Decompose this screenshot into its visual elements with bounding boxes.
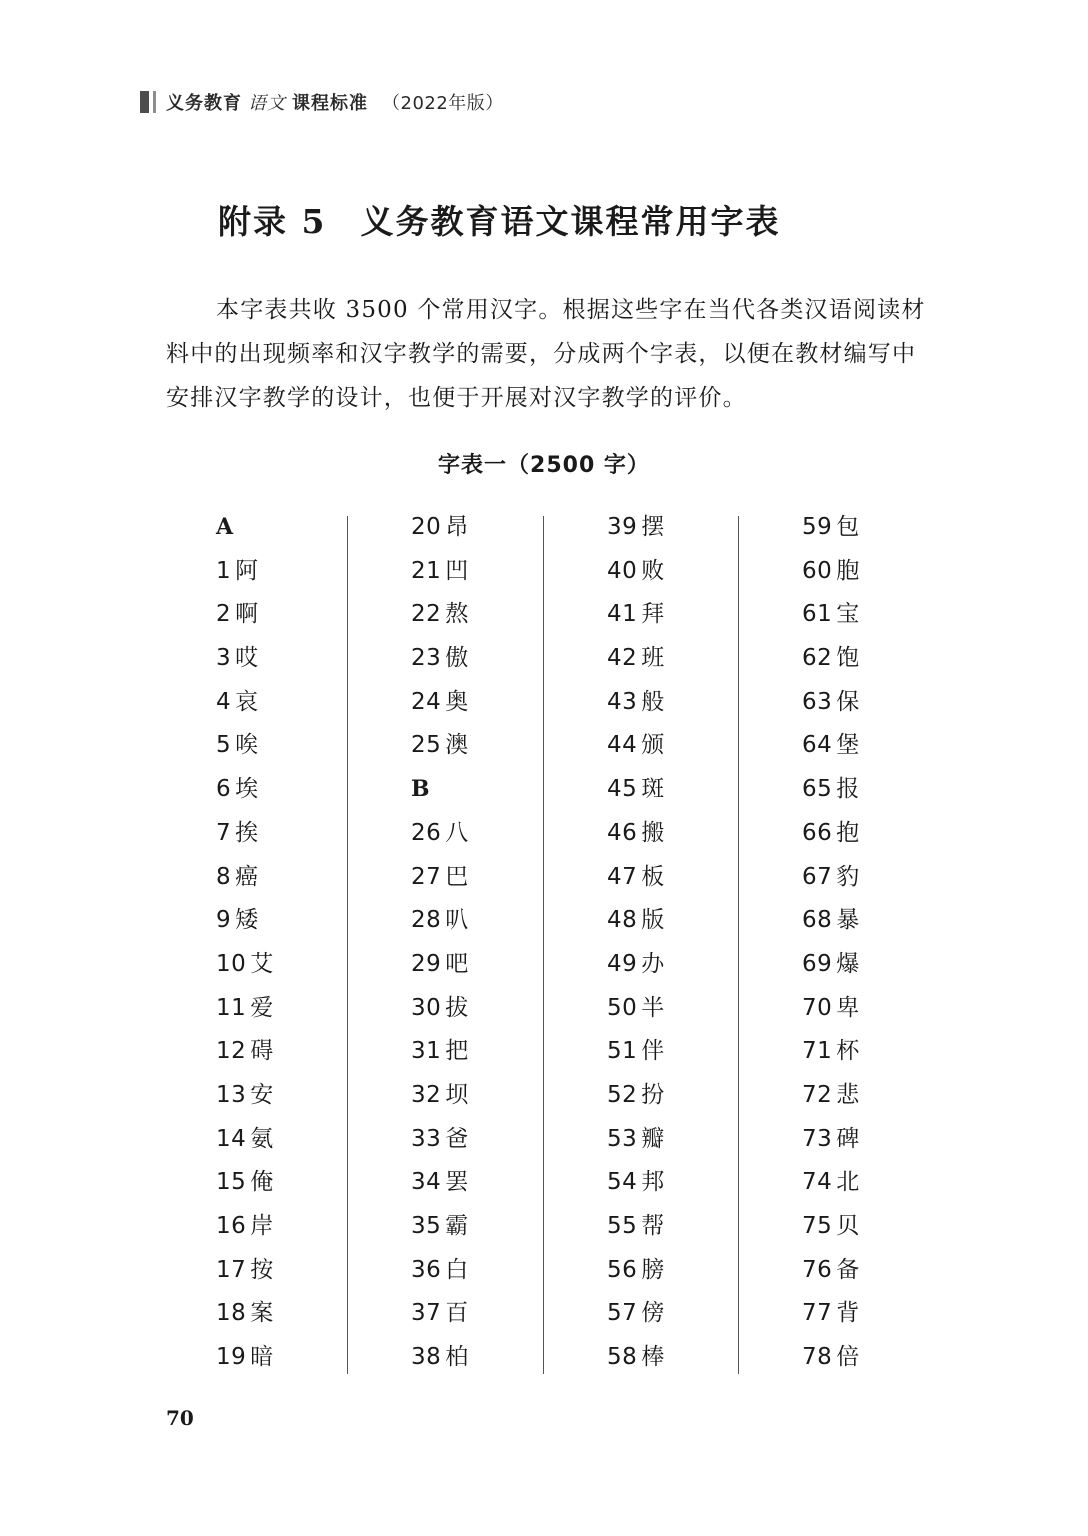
entry-character: 傲: [445, 645, 469, 672]
character-entry: [802, 943, 992, 987]
entry-number: 19: [216, 1344, 247, 1371]
character-entry: [607, 593, 797, 637]
character-entry: [411, 987, 601, 1031]
character-entry: [411, 1074, 601, 1118]
character-entry: [216, 681, 406, 725]
header-title: [166, 89, 504, 115]
entry-character: 备: [836, 1256, 860, 1283]
entry-number: 73: [802, 1125, 833, 1152]
entry-number: 23: [411, 645, 442, 672]
character-entry: [411, 1336, 601, 1380]
character-entry: [802, 856, 992, 900]
entry-character: 背: [836, 1300, 860, 1327]
entry-number: 54: [607, 1169, 638, 1196]
entry-character: 拔: [445, 994, 469, 1021]
entry-character: 凹: [445, 557, 469, 584]
entry-number: 9: [216, 907, 232, 934]
character-entry: [802, 593, 992, 637]
entry-character: 熬: [445, 601, 469, 628]
entry-number: 5: [216, 732, 232, 759]
entry-character: 摆: [641, 514, 665, 540]
entry-character: 哎: [235, 645, 259, 672]
character-entry: [216, 1118, 406, 1162]
entry-character: 哀: [235, 688, 259, 715]
entry-number: 2: [216, 601, 232, 628]
intro-paragraph: 本字表共收 3500 个常用汉字。根据这些字在当代各类汉语阅读材料中的出现频率和汉字教学的需要，分成两个字表，以便在教材编写中安排汉字教学的设计，也便于开展对汉字教学的评价。: [166, 297, 926, 411]
entry-character: 埃: [235, 776, 259, 803]
entry-character: 坝: [445, 1081, 469, 1108]
character-entry: [411, 1161, 601, 1205]
entry-number: 40: [607, 557, 638, 584]
entry-number: 17: [216, 1256, 247, 1283]
entry-character: 堡: [836, 732, 860, 759]
character-entry: [216, 550, 406, 594]
character-entry: [216, 1292, 406, 1336]
entry-number: 75: [802, 1213, 833, 1239]
entry-character: 爸: [445, 1125, 469, 1152]
entry-number: 31: [411, 1038, 442, 1065]
character-entry: [411, 1205, 601, 1249]
entry-number: 60: [802, 557, 833, 584]
entry-number: 1: [216, 557, 232, 584]
entry-number: 27: [411, 863, 442, 890]
entry-number: 56: [607, 1256, 638, 1283]
entry-number: 57: [607, 1300, 638, 1327]
entry-character: 爱: [250, 994, 274, 1021]
entry-character: 棒: [641, 1344, 665, 1371]
entry-number: 78: [802, 1344, 833, 1371]
entry-character: 瓣: [641, 1125, 665, 1152]
entry-character: 保: [836, 688, 860, 715]
entry-character: 罢: [445, 1169, 469, 1196]
entry-character: 矮: [235, 907, 259, 934]
column-divider: [347, 516, 348, 1374]
entry-character: 叭: [445, 907, 469, 934]
entry-number: 20: [411, 514, 442, 540]
column-divider: [738, 516, 739, 1374]
entry-character: 百: [445, 1300, 469, 1327]
character-entry: [802, 1336, 992, 1380]
entry-character: 岸: [250, 1213, 274, 1239]
entry-number: 42: [607, 645, 638, 672]
character-entry: [411, 812, 601, 856]
entry-number: 72: [802, 1081, 833, 1108]
entry-number: 3: [216, 645, 232, 672]
appendix-title-text: 义务教育语文课程常用字表: [360, 202, 781, 241]
character-entry: [216, 1249, 406, 1293]
character-entry: [802, 724, 992, 768]
character-entry: [411, 856, 601, 900]
entry-character: 吧: [445, 950, 469, 977]
entry-character: 班: [641, 645, 665, 672]
character-entry: [411, 593, 601, 637]
entry-number: 25: [411, 732, 442, 759]
entry-number: 48: [607, 907, 638, 934]
entry-character: 卑: [836, 994, 860, 1021]
entry-number: 36: [411, 1256, 442, 1283]
entry-number: 16: [216, 1213, 247, 1239]
running-header: [140, 88, 504, 116]
entry-number: 30: [411, 994, 442, 1021]
entry-character: 豹: [836, 863, 860, 890]
character-entry: [216, 593, 406, 637]
entry-character: 啊: [235, 601, 259, 628]
entry-number: 21: [411, 557, 442, 584]
character-entry: [216, 812, 406, 856]
character-entry: [802, 506, 992, 550]
character-entry: [802, 812, 992, 856]
entry-character: 半: [641, 994, 665, 1021]
page-number: 70: [166, 1406, 194, 1430]
character-entry: [802, 1205, 992, 1249]
entry-character: 办: [641, 950, 665, 977]
entry-number: 62: [802, 645, 833, 672]
header-title-italic: 语文: [248, 93, 286, 114]
entry-character: 拜: [641, 601, 665, 628]
entry-character: 饱: [836, 645, 860, 672]
appendix-title: [218, 196, 780, 243]
character-entry: [607, 768, 797, 812]
table-heading: 字表一（2500 字）: [438, 453, 650, 478]
character-entry: [216, 1161, 406, 1205]
entry-number: 70: [802, 994, 833, 1021]
entry-character: 板: [641, 863, 665, 890]
character-entry: [411, 1030, 601, 1074]
character-entry: [216, 1205, 406, 1249]
entry-character: 艾: [250, 950, 274, 977]
character-entry: [216, 1030, 406, 1074]
character-entry: [411, 899, 601, 943]
entry-character: 搬: [641, 819, 665, 846]
entry-character: 安: [250, 1081, 274, 1108]
character-entry: [411, 1292, 601, 1336]
character-entry: [607, 899, 797, 943]
character-entry: [411, 637, 601, 681]
table-column-1: [216, 506, 406, 1380]
entry-character: 败: [641, 557, 665, 584]
entry-number: 44: [607, 732, 638, 759]
character-entry: [411, 724, 601, 768]
entry-character: 按: [250, 1256, 274, 1283]
appendix-label: 附录 5: [218, 202, 327, 241]
entry-character: 奥: [445, 688, 469, 715]
header-bar-light: [153, 91, 156, 113]
character-entry: [216, 899, 406, 943]
column-divider: [543, 516, 544, 1374]
entry-character: 碍: [250, 1038, 274, 1065]
character-entry: [607, 1074, 797, 1118]
entry-number: 65: [802, 776, 833, 803]
entry-number: 33: [411, 1125, 442, 1152]
entry-character: 霸: [445, 1213, 469, 1239]
entry-number: 37: [411, 1300, 442, 1327]
entry-character: 胞: [836, 557, 860, 584]
character-entry: [802, 1030, 992, 1074]
header-bar-dark: [140, 91, 149, 113]
entry-number: 7: [216, 819, 232, 846]
entry-number: 53: [607, 1125, 638, 1152]
entry-character: 案: [250, 1300, 274, 1327]
entry-number: 24: [411, 688, 442, 715]
character-entry: [802, 681, 992, 725]
entry-character: 白: [445, 1256, 469, 1283]
entry-number: 35: [411, 1213, 442, 1239]
entry-character: 扮: [641, 1081, 665, 1108]
entry-number: 12: [216, 1038, 247, 1065]
entry-character: 杯: [836, 1038, 860, 1065]
character-entry: [411, 681, 601, 725]
entry-number: 6: [216, 776, 232, 803]
entry-character: 包: [836, 514, 860, 540]
character-entry: [411, 1118, 601, 1162]
entry-number: 34: [411, 1169, 442, 1196]
entry-number: 77: [802, 1300, 833, 1327]
header-title-part2: 课程标准: [292, 93, 368, 114]
entry-character: 斑: [641, 776, 665, 803]
entry-character: 昂: [445, 514, 469, 540]
header-edition: （2022年版）: [382, 93, 504, 114]
entry-character: 八: [445, 819, 469, 846]
entry-character: 柏: [445, 1344, 469, 1371]
entry-number: 15: [216, 1169, 247, 1196]
entry-character: 暴: [836, 907, 860, 934]
header-bars-icon: [140, 91, 156, 113]
entry-character: 巴: [445, 863, 469, 890]
character-entry: [607, 943, 797, 987]
character-entry: [802, 550, 992, 594]
entry-number: 47: [607, 863, 638, 890]
character-entry: [607, 1030, 797, 1074]
character-entry: [802, 1292, 992, 1336]
character-entry: [802, 1161, 992, 1205]
entry-number: 32: [411, 1081, 442, 1108]
entry-number: 26: [411, 819, 442, 846]
entry-character: 般: [641, 688, 665, 715]
entry-number: 74: [802, 1169, 833, 1196]
section-letter: A: [216, 514, 234, 540]
entry-number: 29: [411, 950, 442, 977]
entry-character: 邦: [641, 1169, 665, 1196]
table-column-2: [411, 506, 601, 1380]
character-entry: [607, 812, 797, 856]
entry-number: 46: [607, 819, 638, 846]
character-entry: [802, 1118, 992, 1162]
character-entry: [216, 724, 406, 768]
entry-character: 碑: [836, 1125, 860, 1152]
character-entry: [607, 724, 797, 768]
character-entry: [607, 506, 797, 550]
entry-character: 阿: [235, 557, 259, 584]
entry-number: 38: [411, 1344, 442, 1371]
entry-number: 69: [802, 950, 833, 977]
table-column-4: [802, 506, 992, 1380]
character-entry: [802, 987, 992, 1031]
entry-character: 傍: [641, 1300, 665, 1327]
character-entry: [607, 1292, 797, 1336]
entry-number: 14: [216, 1125, 247, 1152]
entry-number: 10: [216, 950, 247, 977]
entry-character: 宝: [836, 601, 860, 628]
entry-number: 4: [216, 688, 232, 715]
character-entry: [607, 856, 797, 900]
entry-character: 帮: [641, 1213, 665, 1239]
entry-number: 61: [802, 601, 833, 628]
entry-number: 71: [802, 1038, 833, 1065]
section-letter: B: [411, 776, 430, 803]
entry-character: 膀: [641, 1256, 665, 1283]
character-entry: [802, 1074, 992, 1118]
entry-character: 北: [836, 1169, 860, 1196]
character-entry: [607, 1118, 797, 1162]
character-entry: [216, 637, 406, 681]
table-column-3: [607, 506, 797, 1380]
entry-number: 13: [216, 1081, 247, 1108]
entry-number: 45: [607, 776, 638, 803]
entry-number: 41: [607, 601, 638, 628]
entry-number: 50: [607, 994, 638, 1021]
character-entry: [802, 1249, 992, 1293]
entry-character: 俺: [250, 1169, 274, 1196]
entry-number: 58: [607, 1344, 638, 1371]
entry-number: 51: [607, 1038, 638, 1065]
entry-number: 63: [802, 688, 833, 715]
entry-number: 68: [802, 907, 833, 934]
entry-character: 爆: [836, 950, 860, 977]
character-entry: [607, 637, 797, 681]
character-entry: [607, 1336, 797, 1380]
entry-number: 59: [802, 514, 833, 540]
entry-number: 66: [802, 819, 833, 846]
character-entry: [411, 943, 601, 987]
entry-number: 49: [607, 950, 638, 977]
character-entry: [216, 987, 406, 1031]
entry-number: 39: [607, 514, 638, 540]
character-entry: [607, 1249, 797, 1293]
character-entry: [411, 506, 601, 550]
character-entry: [607, 1161, 797, 1205]
character-entry: [216, 768, 406, 812]
character-entry: [411, 1249, 601, 1293]
entry-character: 贝: [836, 1213, 860, 1239]
entry-character: 悲: [836, 1081, 860, 1108]
entry-character: 倍: [836, 1344, 860, 1371]
entry-number: 52: [607, 1081, 638, 1108]
entry-character: 报: [836, 776, 860, 803]
entry-character: 抱: [836, 819, 860, 846]
entry-number: 11: [216, 994, 247, 1021]
entry-character: 氨: [250, 1125, 274, 1152]
entry-number: 64: [802, 732, 833, 759]
entry-number: 8: [216, 863, 232, 890]
character-entry: [802, 899, 992, 943]
entry-number: 43: [607, 688, 638, 715]
entry-character: 癌: [235, 863, 259, 890]
character-entry: [216, 1336, 406, 1380]
entry-number: 22: [411, 601, 442, 628]
entry-character: 挨: [235, 819, 259, 846]
character-entry: [607, 550, 797, 594]
entry-number: 76: [802, 1256, 833, 1283]
entry-character: 伴: [641, 1038, 665, 1065]
header-title-part1: 义务教育: [166, 93, 242, 114]
entry-character: 颁: [641, 732, 665, 759]
character-entry: [607, 681, 797, 725]
character-entry: [607, 1205, 797, 1249]
entry-character: 暗: [250, 1344, 274, 1371]
entry-number: 28: [411, 907, 442, 934]
character-entry: [607, 987, 797, 1031]
entry-number: 18: [216, 1300, 247, 1327]
character-entry: [802, 768, 992, 812]
entry-character: 把: [445, 1038, 469, 1065]
entry-character: 唉: [235, 732, 259, 759]
character-entry: [216, 943, 406, 987]
entry-number: 55: [607, 1213, 638, 1239]
entry-character: 版: [641, 907, 665, 934]
entry-character: 澳: [445, 732, 469, 759]
character-entry: [411, 550, 601, 594]
entry-number: 67: [802, 863, 833, 890]
character-entry: [216, 1074, 406, 1118]
character-entry: [802, 637, 992, 681]
character-entry: [216, 856, 406, 900]
